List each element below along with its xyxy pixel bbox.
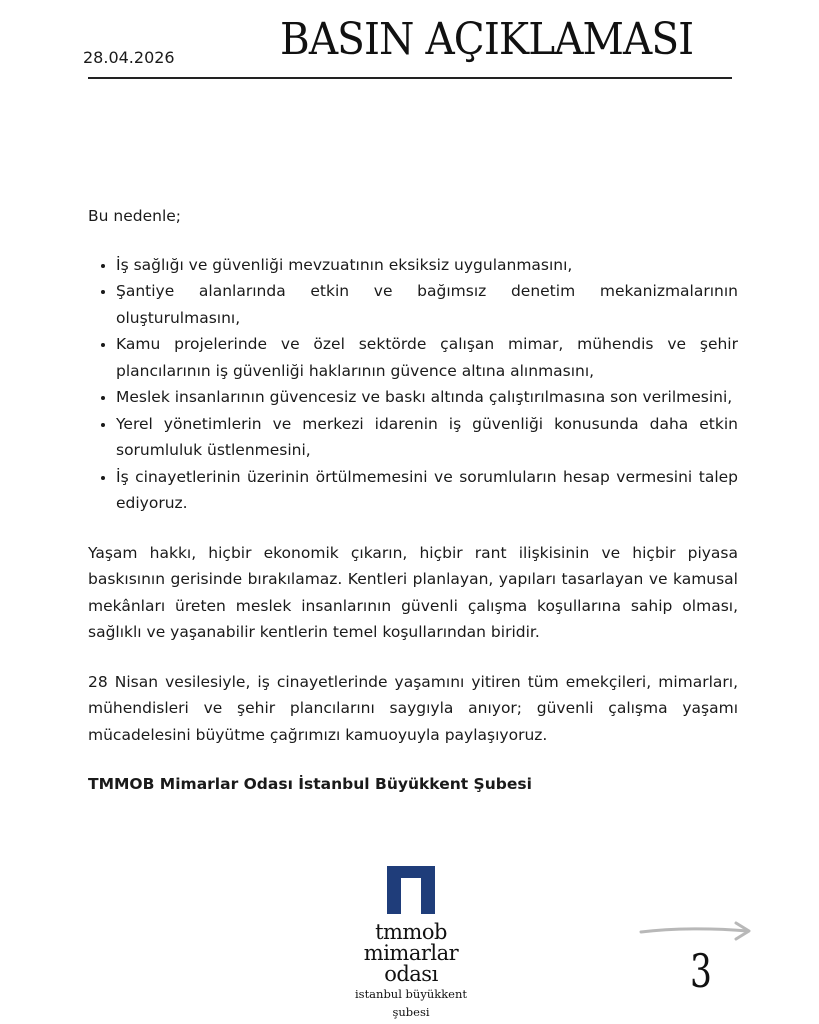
tmmob-logo	[336, 862, 486, 1021]
signature: TMMOB Mimarlar Odası İstanbul Büyükkent Şubesi	[88, 775, 532, 793]
list-item: • Yerel yönetimlerin ve merkezi idarenin iş güvenliği konusunda daha etkin sorumluluk üstlenmesini,	[116, 411, 738, 464]
list-item: • Kamu projelerinde ve özel sektörde çalışan mimar, mühendis ve şehir plancılarının iş güvenliği haklarının güvence altına alınmasını,	[116, 331, 738, 384]
intro-text: Bu nedenle;	[88, 207, 182, 225]
arrow-right-icon[interactable]	[638, 918, 754, 946]
list-item: • İş sağlığı ve güvenliği mevzuatının eksiksiz uygulanmasını,	[116, 252, 738, 279]
page-number: 3	[690, 944, 712, 998]
tmmob-logo-icon	[383, 862, 439, 918]
paragraph-commemoration: 28 Nisan vesilesiyle, iş cinayetlerinde yaşamını yitiren tüm emekçileri, mimarları, mühendisleri ve şehir plancılarını saygıyla anıyor; güvenli çalışma yaşamı mücadelesini büyütme çağrımızı kamuoyuyla paylaşıyoruz.	[88, 672, 738, 744]
page-title: BASIN AÇIKLAMASI	[280, 14, 694, 65]
logo-line-tmmob: tmmob	[375, 920, 447, 944]
demands-list	[88, 252, 738, 517]
list-item: • Şantiye alanlarında etkin ve bağımsız denetim mekanizmalarının oluşturulmasını,	[116, 278, 738, 331]
list-item: • İş cinayetlerinin üzerinin örtülmemesini ve sorumluların hesap vermesini talep ediyoruz.	[116, 464, 738, 517]
press-release-date: 28.04.2026	[83, 48, 175, 67]
paragraph-right-to-life: Yaşam hakkı, hiçbir ekonomik çıkarın, hiçbir rant ilişkisinin ve hiçbir piyasa baskısının gerisinde bırakılamaz. Kentleri planlayan, yapıları tasarlayan ve kamusal mekânları üreten meslek insanlarının güvenli çalışma koşullarına sahip olması, sağlıklı ve yaşanabilir kentlerin temel koşullarından biridir.	[88, 543, 738, 641]
logo-line-odasi: odası	[384, 962, 438, 986]
header-divider	[88, 77, 732, 79]
logo-line-branch: istanbul büyükkent şubesi	[354, 987, 467, 1019]
logo-line-mimarlar: mimarlar	[363, 941, 459, 965]
list-item: • Meslek insanlarının güvencesiz ve baskı altında çalıştırılmasına son verilmesini,	[116, 384, 738, 411]
press-release-body	[88, 203, 738, 798]
